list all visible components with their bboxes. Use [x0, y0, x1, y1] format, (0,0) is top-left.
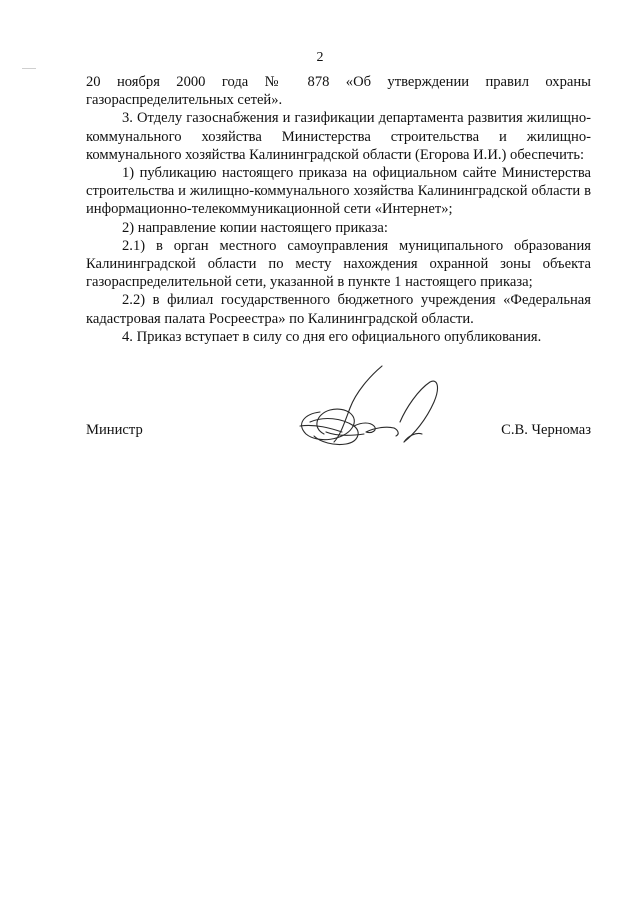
document-body — [86, 73, 591, 346]
paragraph-item-2-2: 2.2) в филиал государственного бюджетного учреждения «Федеральная кадастровая палата Росреестра» по Калининградской области. — [86, 292, 591, 327]
paragraph-item-3: 3. Отделу газоснабжения и газификации департамента развития жилищно-коммунального хозяйства Министерства строительства и жилищно-коммунального хозяйства Калининградской области (Егорова И.И.) обеспечить: — [86, 110, 591, 163]
signatory-name: С.В. Черномаз — [501, 422, 591, 438]
paragraph-continuation: 20 ноября 2000 года № 878 «Об утверждении правил охраны газораспределительных сетей». — [86, 74, 591, 109]
scan-mark — [22, 68, 36, 69]
signature-block — [86, 422, 591, 462]
paragraph-item-4: 4. Приказ вступает в силу со дня его официального опубликования. — [122, 328, 542, 345]
page-number: 2 — [316, 50, 324, 65]
paragraph-item-3-1: 1) публикацию настоящего приказа на официальном сайте Министерства строительства и жилищно-коммунального хозяйства Калининградской области в информационно-телекоммуникационной сети «Интернет»; — [86, 165, 591, 218]
paragraph-item-3-2: 2) направление копии настоящего приказа: — [122, 219, 388, 236]
paragraph-item-2-1: 2.1) в орган местного самоуправления муниципального образования Калининградской области по месту нахождения охранной зоны объекта газораспределительной сети, указанной в пункте 1 настоящего приказа; — [86, 237, 591, 291]
signatory-role: Министр — [86, 422, 143, 438]
